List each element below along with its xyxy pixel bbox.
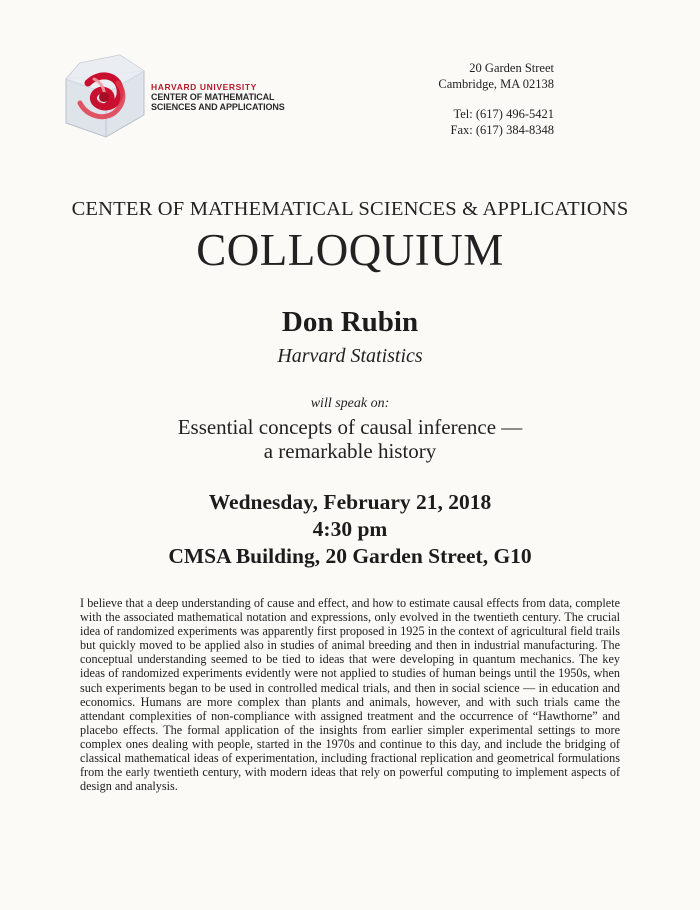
center-title: CENTER OF MATHEMATICAL SCIENCES & APPLICATIONS xyxy=(71,198,629,220)
org-center-line2: SCIENCES AND APPLICATIONS xyxy=(151,102,285,112)
fax-number: Fax: (617) 384-8348 xyxy=(450,123,554,137)
contact-block xyxy=(438,60,554,138)
event-details xyxy=(0,489,700,570)
org-name xyxy=(151,82,285,112)
talk-intro: will speak on: xyxy=(310,396,390,411)
talk-title-line1: Essential concepts of causal inference — xyxy=(177,415,523,439)
event-time: 4:30 pm xyxy=(312,517,388,541)
talk-title xyxy=(0,415,700,463)
org-university: HARVARD UNIVERSITY xyxy=(151,82,257,92)
cmsa-cube-logo-icon xyxy=(58,53,150,141)
event-location: CMSA Building, 20 Garden Street, G10 xyxy=(168,544,532,568)
address-city: Cambridge, MA 02138 xyxy=(438,77,554,91)
address-street: 20 Garden Street xyxy=(469,61,554,75)
speaker-name: Don Rubin xyxy=(281,306,419,338)
phone-number: Tel: (617) 496-5421 xyxy=(453,107,554,121)
speaker-affiliation: Harvard Statistics xyxy=(277,345,423,367)
org-center-line1: CENTER OF MATHEMATICAL xyxy=(151,92,275,102)
talk-title-line2: a remarkable history xyxy=(263,439,437,463)
event-date: Wednesday, February 21, 2018 xyxy=(208,490,492,514)
event-type-title: COLLOQUIUM xyxy=(196,225,504,275)
abstract-text: I believe that a deep understanding of cause and effect, and how to estimate causal effects from data, complete with the associated mathematical notation and expressions, only evolved in the twentieth century. The crucial idea of randomized experiments was apparently first proposed in 1925 in the context of agricultural field trails but quickly moved to be applied also in studies of animal breeding and then in industrial manufacturing. The conceptual understanding seemed to be tied to ideas that were developing in quantum mechanics. The key ideas of randomized experiments evidently were not applied to studies of human beings until the 1950s, when such experiments began to be used in controlled medical trials, and then in social science — in education and economics. Humans are more complex than plants and animals, however, and with such trials came the attendant complexities of non-compliance with assigned treatment and the occurrence of “Hawthorne” and placebo effects. The formal application of the insights from earlier simpler experimental settings to more complex ones dealing with people, started in the 1970s and continue to this day, and include the bridging of classical mathematical ideas of experimentation, including fractional replication and geometrical formulations from the early twentieth century, with modern ideas that rely on powerful computing to implement aspects of design and analysis. xyxy=(80,596,620,794)
